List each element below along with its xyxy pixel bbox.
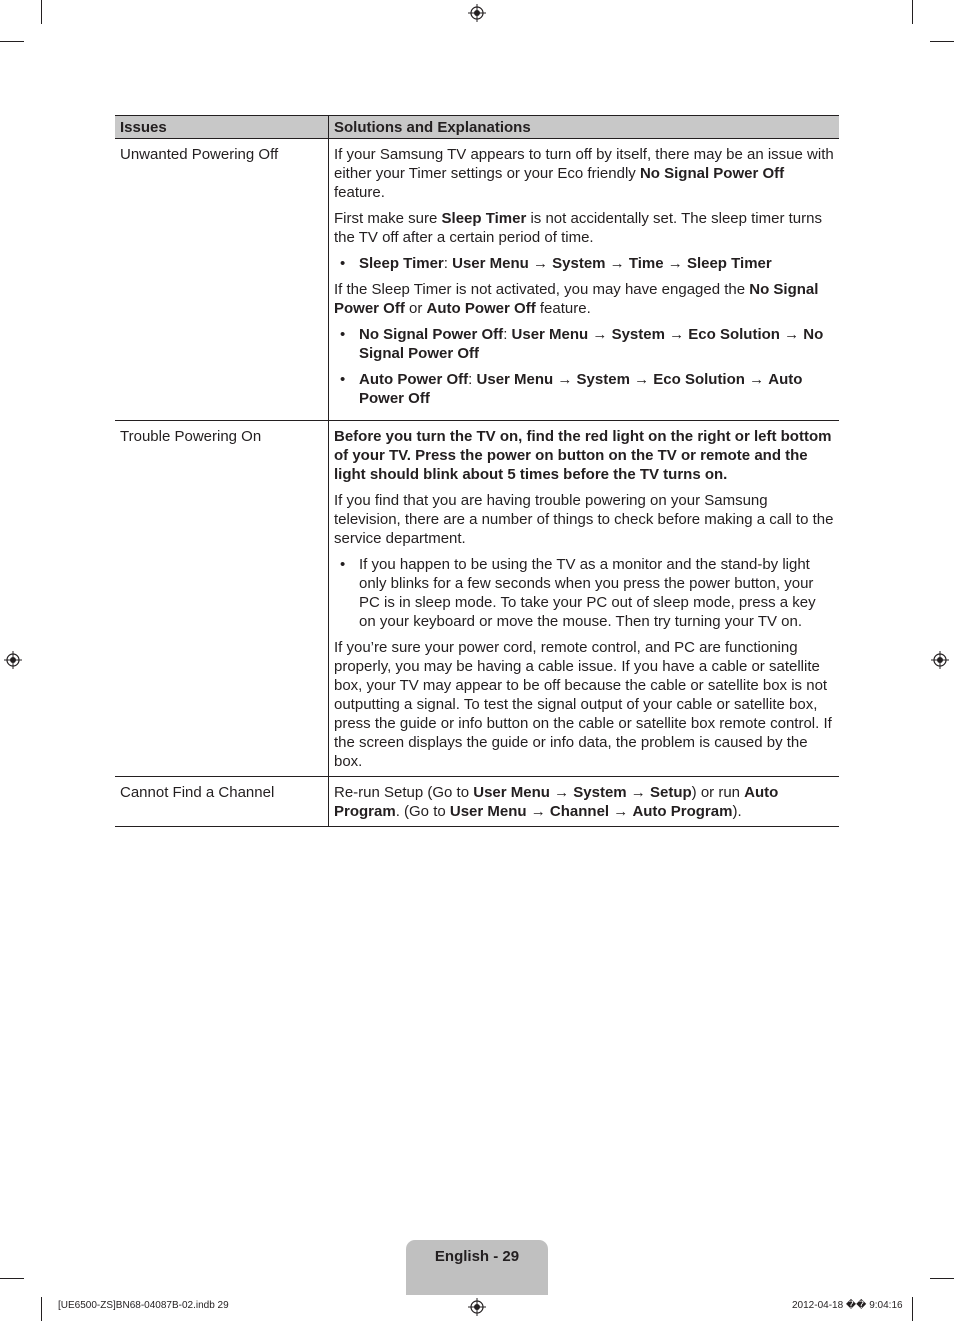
- text-run: If you happen to be using the TV as a monitor and the stand-by light only blinks for a few seconds when you press the power button, your PC is in sleep mode. To take your PC out of sleep mode, press a key on your keyboard or move the mouse. Then try turning your TV on.: [359, 556, 816, 630]
- solution-paragraph: [334, 783, 834, 821]
- solution-cell: [329, 421, 840, 777]
- crop-mark: [41, 0, 42, 24]
- bold-text: Auto Program: [632, 803, 733, 820]
- crop-mark: [912, 0, 913, 24]
- crop-mark: [930, 41, 954, 42]
- bullet-list: [334, 254, 834, 273]
- bold-text: System: [573, 784, 627, 801]
- solution-paragraph: [334, 427, 834, 484]
- text-run: If your Samsung TV appears to turn off by itself, there may be an issue with either your Timer settings or your Eco friendly: [334, 146, 834, 182]
- text-run: If you find that you are having trouble powering on your Samsung television, there are a number of things to check before making a call to the service department.: [334, 492, 834, 547]
- crop-mark: [0, 41, 24, 42]
- registration-mark-icon: [468, 1298, 486, 1316]
- header-issues: Issues: [115, 116, 329, 139]
- bold-text: User Menu: [449, 803, 527, 820]
- bold-text: Auto Program: [334, 784, 779, 820]
- bold-text: User Menu: [511, 326, 589, 343]
- registration-mark-icon: [468, 4, 486, 22]
- text-run: :: [503, 326, 512, 343]
- table-row: [115, 139, 839, 421]
- bold-text: No Signal Power Off: [359, 326, 504, 343]
- list-item: [334, 254, 834, 273]
- bold-text: No Signal Power Off: [359, 326, 824, 362]
- text-run: or: [404, 300, 427, 317]
- text-run: →: [553, 371, 577, 388]
- text-run: →: [528, 255, 553, 272]
- table-row: [115, 421, 839, 777]
- solution-cell: [329, 139, 840, 421]
- text-run: →: [526, 803, 550, 820]
- bold-text: No Signal Power Off: [334, 281, 819, 317]
- list-item: [334, 325, 834, 363]
- solution-paragraph: [334, 209, 834, 247]
- solution-paragraph: [334, 145, 834, 202]
- bold-text: System: [611, 326, 665, 343]
- bold-text: Eco Solution: [688, 326, 780, 343]
- text-run: →: [663, 255, 687, 272]
- issue-cell: Trouble Powering On: [115, 421, 329, 777]
- header-solutions: Solutions and Explanations: [329, 116, 840, 139]
- troubleshooting-table: [115, 115, 839, 827]
- text-run: ).: [732, 803, 742, 820]
- bold-text: Auto Power Off: [359, 371, 469, 388]
- table-header-row: [115, 116, 839, 139]
- crop-mark: [0, 1278, 24, 1279]
- text-run: →: [549, 784, 574, 801]
- bold-text: Channel: [549, 803, 610, 820]
- bold-text: Sleep Timer: [359, 255, 444, 272]
- bullet-list: [334, 555, 834, 631]
- issue-cell: Cannot Find a Channel: [115, 777, 329, 827]
- solution-paragraph: [334, 491, 834, 548]
- text-run: First make sure: [334, 210, 442, 227]
- solution-cell: [329, 777, 840, 827]
- text-run: . (Go to: [395, 803, 450, 820]
- text-run: feature.: [334, 184, 385, 201]
- crop-mark: [930, 1278, 954, 1279]
- issue-cell: Unwanted Powering Off: [115, 139, 329, 421]
- list-item: [334, 555, 834, 631]
- text-run: →: [664, 326, 689, 343]
- registration-mark-icon: [931, 651, 949, 669]
- text-run: :: [468, 371, 477, 388]
- bold-text: User Menu: [473, 784, 550, 801]
- file-slug: [UE6500-ZS]BN68-04087B-02.indb 29: [58, 1300, 229, 1311]
- bullet-list: [334, 325, 834, 408]
- text-run: If the Sleep Timer is not activated, you may have engaged the: [334, 281, 750, 298]
- text-run: :: [443, 255, 453, 272]
- text-run: →: [626, 784, 650, 801]
- text-run: →: [609, 803, 633, 820]
- solution-paragraph: [334, 638, 834, 771]
- crop-mark: [912, 1297, 913, 1321]
- bold-text: Sleep Timer: [686, 255, 772, 272]
- bold-text: Time: [628, 255, 664, 272]
- page-label: English - 29: [434, 1248, 520, 1265]
- text-run: feature.: [535, 300, 591, 317]
- bold-text: Eco Solution: [653, 371, 745, 388]
- text-run: If you’re sure your power cord, remote control, and PC are functioning properly, you may be having a cable issue. If you have a cable or satellite box, your TV may appear to be off because the cable or satellite box is not outputting a signal. To test the signal output of your cable or satellite box, press the guide or info button on the cable or satellite box remote control. If the screen displays the guide or info data, the problem is caused by the box.: [334, 639, 832, 770]
- crop-mark: [41, 1297, 42, 1321]
- list-item: [334, 370, 834, 408]
- bold-text: User Menu: [452, 255, 529, 272]
- text-run: →: [629, 371, 654, 388]
- text-run: →: [744, 371, 769, 388]
- page-number-tab: [406, 1240, 548, 1295]
- bold-text: System: [552, 255, 606, 272]
- text-run: Re-run Setup (Go to: [334, 784, 474, 801]
- bold-text: No Signal Power Off: [639, 165, 785, 182]
- text-run: →: [605, 255, 629, 272]
- bold-text: Auto Power Off: [359, 371, 803, 407]
- text-run: →: [588, 326, 612, 343]
- text-run: is not accidentally set. The sleep timer turns the TV off after a certain period of time.: [334, 210, 822, 246]
- solution-paragraph: [334, 280, 834, 318]
- bold-text: System: [576, 371, 630, 388]
- date-slug: 2012-04-18 �� 9:04:16: [792, 1300, 903, 1311]
- bold-text: Before you turn the TV on, find the red light on the right or left bottom of your TV. Press the power on button on the TV or remote and the light should blink about 5 times before the TV turns on.: [334, 428, 832, 483]
- bold-text: Setup: [649, 784, 692, 801]
- bold-text: Sleep Timer: [441, 210, 527, 227]
- text-run: →: [779, 326, 804, 343]
- registration-mark-icon: [4, 651, 22, 669]
- bold-text: Auto Power Off: [426, 300, 536, 317]
- text-run: ) or run: [691, 784, 745, 801]
- table-row: [115, 777, 839, 827]
- bold-text: User Menu: [476, 371, 554, 388]
